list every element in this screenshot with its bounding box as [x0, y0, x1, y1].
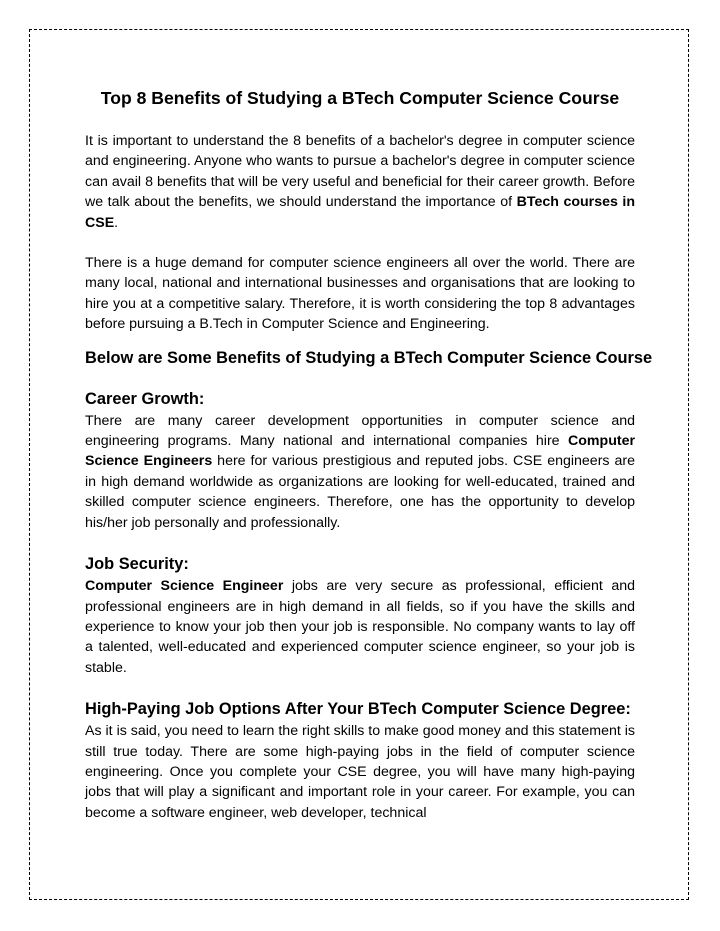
benefits-section-heading: Below are Some Benefits of Studying a BTech Computer Science Course	[85, 348, 653, 367]
document-body	[85, 86, 653, 823]
intro-period: .	[114, 214, 119, 231]
job-security-heading: Job Security:	[85, 555, 189, 574]
btech-courses-emphasis: BTech courses in CSE	[85, 194, 636, 231]
high-paying-jobs-heading: High-Paying Job Options After Your BTech Computer Science Degree:	[85, 700, 631, 719]
high-paying-jobs-paragraph: As it is said, you need to learn the right skills to make good money and this statement is still true today. There are some high-paying jobs in the field of computer science engineering. Once you complete your CSE degree, you will have many high-paying jobs that will play a significant and important role in your career. For example, you can become a software engineer, web developer, technical	[85, 723, 635, 821]
career-text-end: here for various prestigious and reputed jobs. CSE engineers are in high demand worldwide as organizations are looking for well-educated, trained and skilled computer science engineers. Therefore, one has the opportunity to develop his/her job personally and professionally.	[85, 453, 635, 531]
intro-text: It is important to understand the 8 benefits of a bachelor's degree in computer science and engineering. Anyone who wants to pursue a bachelor's degree in computer science can avail 8 benefits that will be very useful and beneficial for their career growth. Before we talk about the benefits, we should understand the importance of	[85, 133, 635, 211]
intro-paragraph-2: There is a huge demand for computer science engineers all over the world. There are many local, national and international businesses and organisations that are looking to hire you at a competitive salary. Therefore, it is worth considering the top 8 advantages before pursuing a B.Tech in Computer Science and Engineering.	[85, 255, 635, 333]
page-title: Top 8 Benefits of Studying a BTech Computer Science Course	[100, 88, 620, 108]
job-security-paragraph	[85, 576, 635, 678]
cs-engineer-emphasis: Computer Science Engineer	[85, 578, 284, 595]
career-text-start: There are many career development opportunities in computer science and engineering programs. Many national and international companies hire	[85, 412, 635, 450]
security-text: jobs are very secure as professional, efficient and professional engineers are in high demand in all fields, so if you have the skills and experience to know your job then your job is responsible. No company wants to lay off a talented, well-educated and experienced computer science engineer, so your job is stable.	[85, 578, 636, 676]
career-growth-paragraph	[85, 411, 635, 533]
cs-engineers-emphasis: Computer Science Engineers	[85, 433, 635, 470]
intro-paragraph-1	[85, 131, 635, 233]
career-growth-heading: Career Growth:	[85, 389, 205, 408]
